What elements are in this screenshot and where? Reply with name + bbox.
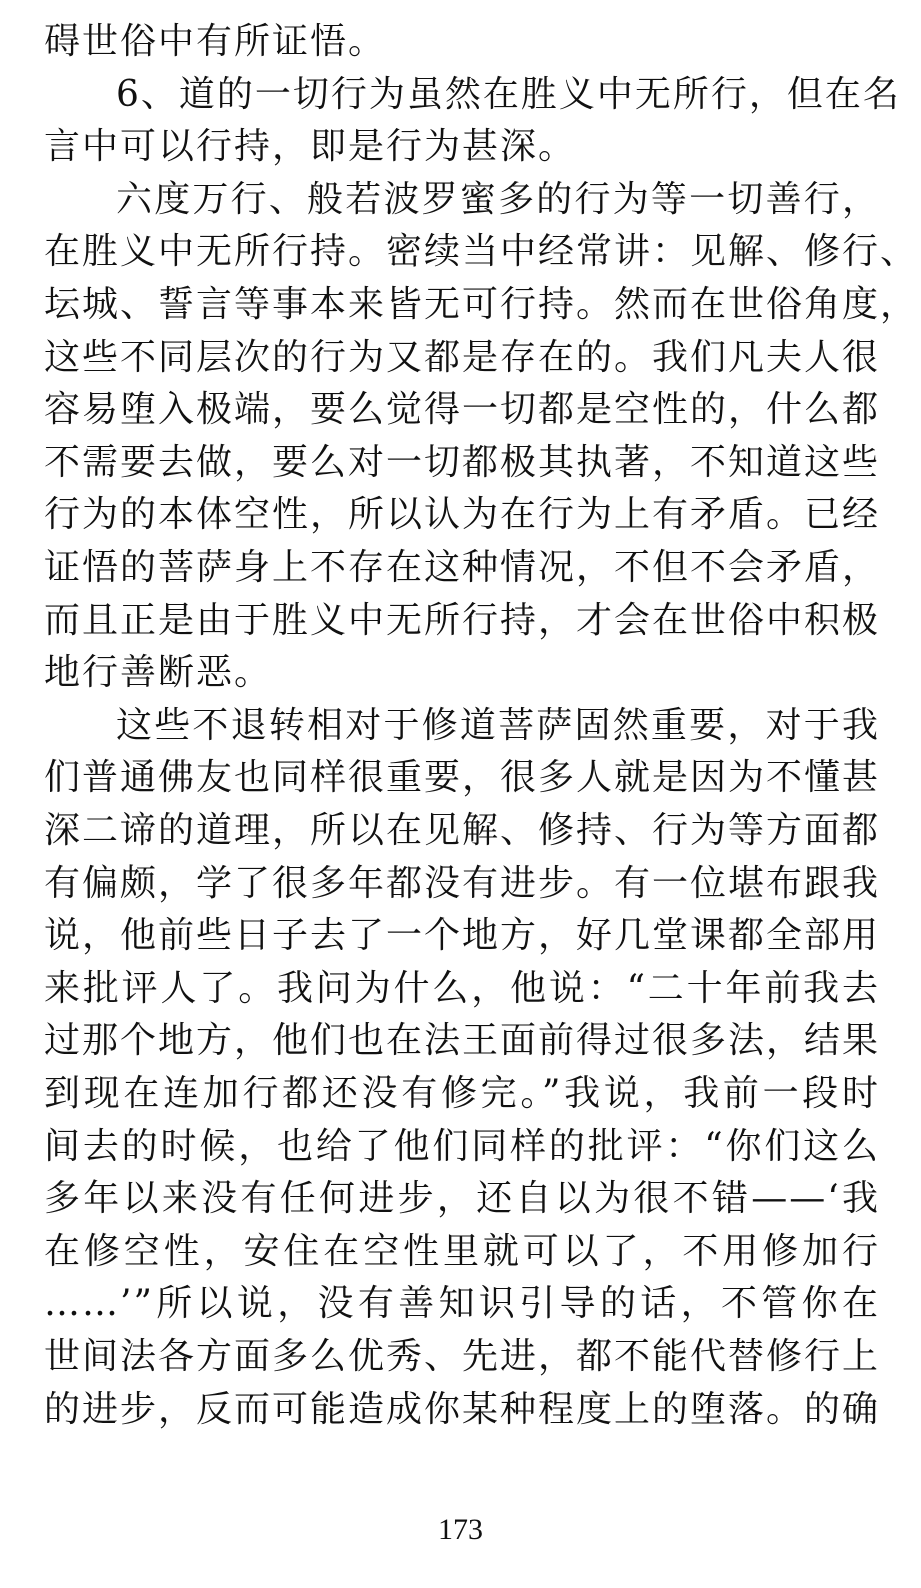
text-line: 证悟的菩萨身上不存在这种情况，不但不会矛盾， [44, 547, 881, 588]
text-line: 多年以来没有任何进步，还自以为很不错——‘我 [44, 1178, 880, 1220]
text-line: 地行善断恶。 [44, 652, 273, 694]
text-line: 6、道的一切行为虽然在胜义中无所行，但在名 [116, 73, 901, 115]
text-line: ……’”所以说，没有善知识引导的话，不管你在 [44, 1283, 880, 1325]
text-line: 这些不退转相对于修道菩萨固然重要，对于我 [116, 704, 880, 746]
text-line: 的进步，反而可能造成你某种程度上的堕落。的确 [44, 1388, 881, 1430]
text-line: 在修空性，安住在空性里就可以了，不用修加行 [44, 1230, 880, 1272]
text-line: 过那个地方，他们也在法王面前得过很多法，结果 [44, 1020, 881, 1062]
text-line: 这些不同层次的行为又都是存在的。我们凡夫人很 [44, 336, 881, 378]
text-line: 坛城、誓言等事本来皆无可行持。然而在世俗角度， [44, 284, 919, 325]
page-number: 173 [438, 1513, 483, 1546]
text-line: 们普通佛友也同样很重要，很多人就是因为不懂甚 [44, 757, 881, 799]
text-line: 碍世俗中有所证悟。 [44, 21, 387, 62]
text-line: 言中可以行持，即是行为甚深。 [44, 126, 577, 168]
text-line: 说，他前些日子去了一个地方，好几堂课都全部用 [44, 915, 881, 957]
text-line: 深二谛的道理，所以在见解、修持、行为等方面都 [44, 810, 881, 851]
text-line: 行为的本体空性，所以认为在行为上有矛盾。已经 [44, 494, 881, 536]
text-line: 六度万行、般若波罗蜜多的行为等一切善行， [116, 178, 880, 220]
text-line: 到现在连加行都还没有修完。”我说，我前一段时 [44, 1073, 880, 1114]
text-line: 世间法各方面多么优秀、先进，都不能代替修行上 [44, 1336, 881, 1377]
text-line: 容易堕入极端，要么觉得一切都是空性的，什么都 [44, 389, 881, 431]
text-line: 来批评人了。我问为什么，他说：“二十年前我去 [44, 967, 880, 1009]
text-line: 有偏颇，学了很多年都没有进步。有一位堪布跟我 [44, 862, 881, 904]
text-line: 而且正是由于胜义中无所行持，才会在世俗中积极 [44, 599, 881, 641]
text-line: 不需要去做，要么对一切都极其执著，不知道这些 [44, 441, 881, 483]
text-line: 在胜义中无所行持。密续当中经常讲：见解、修行、 [44, 231, 919, 273]
text-line: 间去的时候，也给了他们同样的批评：“你们这么 [44, 1125, 880, 1167]
